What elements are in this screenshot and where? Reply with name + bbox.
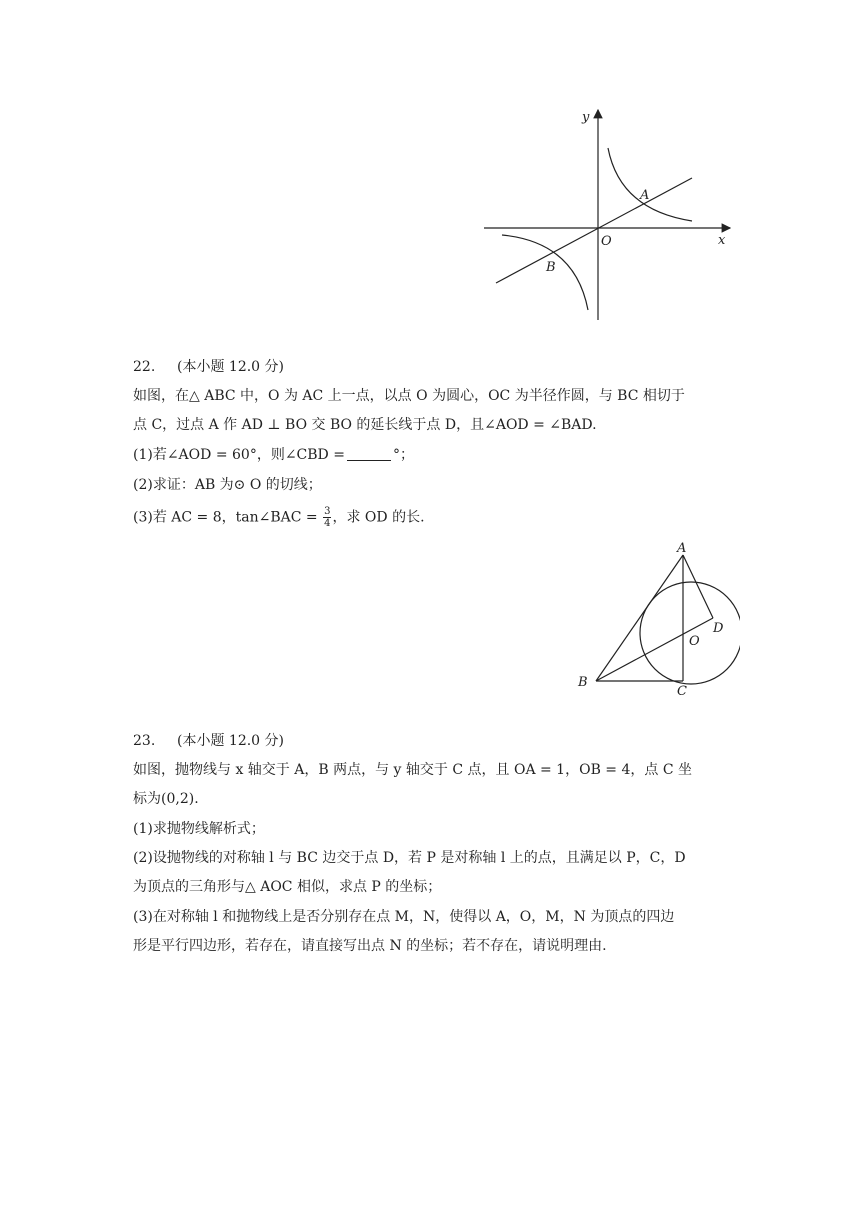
q22-part1-text: (1)若∠AOD = 60°，则∠CBD = xyxy=(133,447,345,463)
fraction-3-4 xyxy=(323,506,331,529)
label-y: y xyxy=(582,110,590,125)
figure-hyperbola-line xyxy=(480,100,740,325)
line-through-origin xyxy=(496,178,692,283)
q22-header xyxy=(133,356,284,376)
label-b: B xyxy=(546,260,556,275)
q22-part-2: (2)求证：AB 为⊙ O 的切线； xyxy=(133,477,322,493)
label-o: O xyxy=(689,634,700,649)
q23-stem-1: 如图，抛物线与 x 轴交于 A，B 两点，与 y 轴交于 C 点，且 OA = 1，OB = 4，点 C 坐 xyxy=(133,762,693,778)
label-d: D xyxy=(713,621,724,636)
frac-denominator: 4 xyxy=(324,518,331,529)
segment-bd xyxy=(596,618,713,681)
q23-part-3-cont: 形是平行四边形，若存在，请直接写出点 N 的坐标；若不存在，请说明理由. xyxy=(133,938,607,954)
q23-part-3: (3)在对称轴 l 和抛物线上是否分别存在点 M，N，使得以 A，O，M，N 为顶点的四边 xyxy=(133,909,675,925)
label-a: A xyxy=(677,541,687,556)
label-c: C xyxy=(677,684,687,699)
segment-ad xyxy=(683,555,713,618)
label-x: x xyxy=(718,233,726,248)
segment-ab xyxy=(596,555,683,681)
q23-part-2-cont: 为顶点的三角形与△ AOC 相似，求点 P 的坐标； xyxy=(133,879,442,895)
q23-number: 23. xyxy=(133,733,156,749)
label-a: A xyxy=(640,188,650,203)
q22-part3-text: (3)若 AC = 8，tan∠BAC = xyxy=(133,509,318,526)
q23-part-1: (1)求抛物线解析式； xyxy=(133,821,265,837)
label-o: O xyxy=(601,234,612,249)
circle-o xyxy=(640,582,740,684)
q23-stem-2: 标为(0,2). xyxy=(133,791,199,807)
q22-part-3 xyxy=(133,506,733,529)
answer-blank xyxy=(347,446,391,461)
frac-numerator: 3 xyxy=(324,506,331,517)
q23-header xyxy=(133,730,284,750)
q22-part1-end: °； xyxy=(392,447,414,463)
label-b: B xyxy=(578,675,588,690)
q22-number: 22. xyxy=(133,359,156,375)
q23-part-2: (2)设抛物线的对称轴 l 与 BC 边交于点 D，若 P 是对称轴 l 上的点，且满足以 P，C，D xyxy=(133,850,686,866)
q22-part3-end: ，求 OD 的长. xyxy=(332,509,425,526)
q22-stem-2: 点 C，过点 A 作 AD ⊥ BO 交 BO 的延长线于点 D，且∠AOD = ∠BAD. xyxy=(133,417,597,433)
q22-stem-1: 如图，在△ ABC 中，O 为 AC 上一点，以点 O 为圆心，OC 为半径作圆，与 BC 相切于 xyxy=(133,388,685,404)
figure-triangle-circle xyxy=(570,540,740,700)
q22-part-1 xyxy=(133,445,733,465)
q22-points: (本小题 12.0 分) xyxy=(177,359,284,375)
q23-points: (本小题 12.0 分) xyxy=(177,733,284,749)
